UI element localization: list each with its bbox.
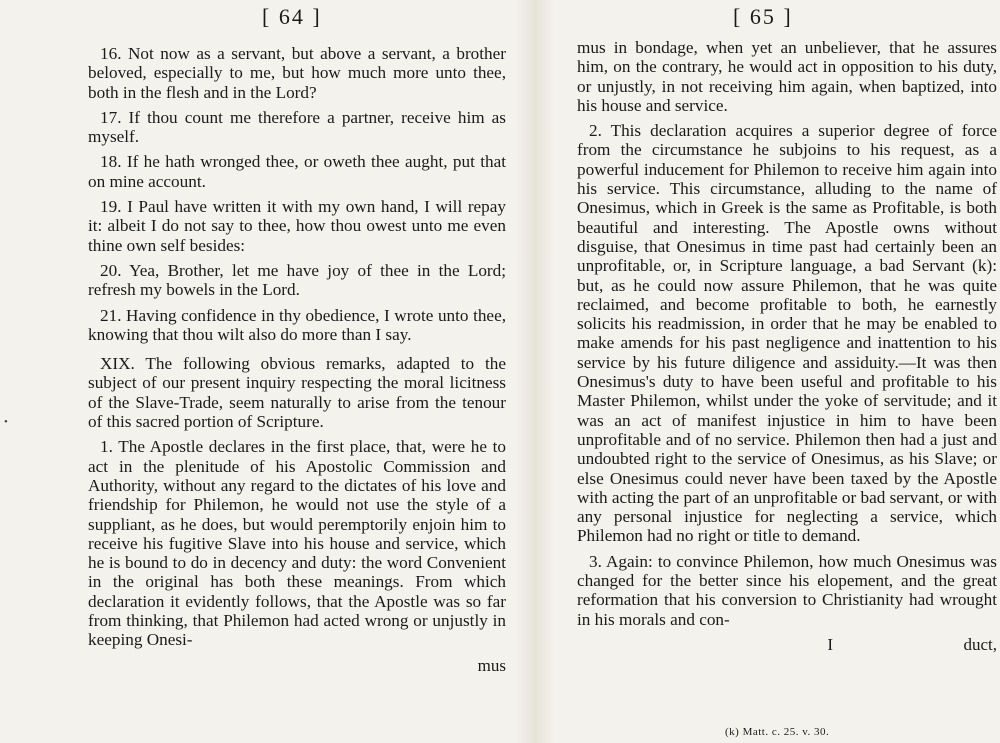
verse-20: 20. Yea, Brother, let me have joy of thee in the Lord; refresh my bowels in the Lord. <box>88 260 506 300</box>
remark-1: 1. The Apostle declares in the first place, that, were he to act in the plenitude of his Apostolic Commission and Authority, without any regard to the dictates of his love and friendship for Philemon, he would not use the style of a suppliant, as he does, but would peremptorily enjoin him to receive his fugitive Slave into his house and service, which he is bound to do in decency and duty: the word Convenient in the original has both these meanings. From which declaration it evidently follows, that the Apostle was so far from thinking, that Philemon had acted wrong or unjustly in keeping Onesi- <box>88 437 506 650</box>
continuation-paragraph: mus in bondage, when yet an unbeliever, that he assures him, on the contrary, he would act in opposition to his duty, or unjustly, in not receiving him again, when baptized, into his house and service. <box>577 38 997 115</box>
signature-line <box>577 635 997 654</box>
remark-3: 3. Again: to convince Philemon, how much Onesimus was changed for the better since his elopement, and the great reformation that his conversion to Christianity had wrought in his morals and con- <box>577 551 997 629</box>
margin-ornament-icon: • <box>4 416 8 428</box>
verse-17: 17. If thou count me therefore a partner, receive him as myself. <box>88 107 506 147</box>
page-number-right: [ 65 ] <box>733 4 793 29</box>
verse-18: 18. If he hath wronged thee, or oweth thee aught, put that on mine account. <box>88 152 506 191</box>
right-page <box>555 0 1000 743</box>
remark-2: 2. This declaration acquires a superior degree of force from the circumstance he subjoins to his request, as a powerful inducement for Philemon to receive him again into his service. This circumstance, alluding to the name of Onesimus, which in Greek is the same as Profitable, is both beautiful and interesting. The Apostle owns without disguise, that Onesimus in time past had certainly been an unprofitable, or, in Scripture language, a bad Servant (k): but, as he could now assure Philemon, that he was quite reclaimed, and become profitable to both, he earnestly solicits his readmission, in order that he may be enabled to make amends for his past negligence and inattention to his service by his future diligence and assiduity.—It was then Onesimus's duty to have been useful and profitable to his Master Philemon, whilst under the yoke of servitude; and it was an act of manifest injustice in him to have been unprofitable and of no service. Philemon then had a just and undoubted right to the service of Onesimus, as his Slave; or else Onesimus could never have been taxed by the Apostle with acting the part of an unprofitable or bad servant, or with any personal injustice for neglecting a service, which Philemon had no right or title to demand. <box>577 121 998 546</box>
right-page-body <box>577 38 997 654</box>
verse-21: 21. Having confidence in thy obedience, I wrote unto thee, knowing that thou wilt also do more than I say. <box>88 305 506 344</box>
section-xix: XIX. The following obvious remarks, adapted to the subject of our present inquiry respecting the moral licitness of the Slave-Trade, seem naturally to arise from the tenour of this sacred portion of Scripture. <box>88 354 506 432</box>
verse-16: 16. Not now as a servant, but above a servant, a brother beloved, especially to me, but how much more unto thee, both in the flesh and in the Lord? <box>88 44 506 102</box>
book-gutter <box>515 0 555 743</box>
signature-mark: I <box>827 634 834 654</box>
verse-19: 19. I Paul have written it with my own hand, I will repay it: albeit I do not say to thee, how thou owest unto me even thine own self besides: <box>88 197 506 255</box>
catchword-right: duct, <box>963 634 997 654</box>
left-page-body <box>88 44 506 675</box>
catchword-left: mus <box>477 655 506 675</box>
footnote: (k) Matt. c. 25. v. 30. <box>725 726 830 738</box>
page-number-left: [ 64 ] <box>262 4 322 29</box>
